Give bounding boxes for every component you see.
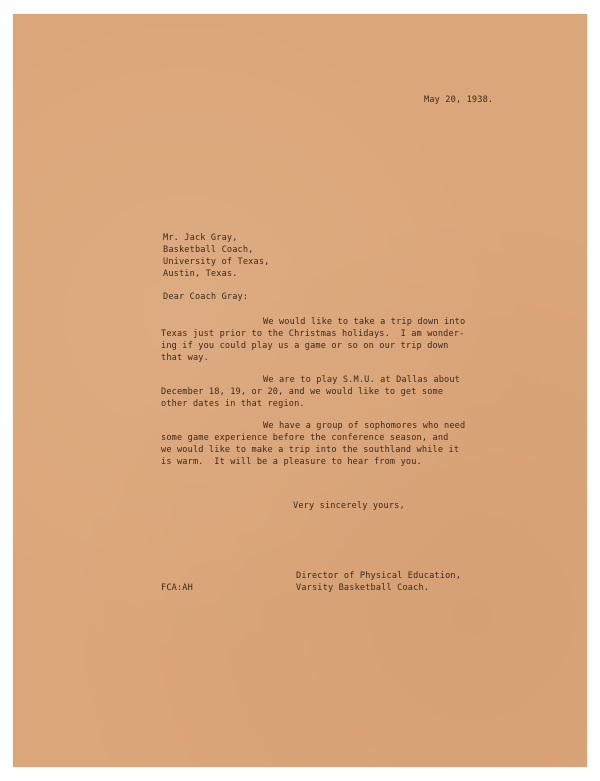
body-line: December 18, 19, or 20, and we would like to get some bbox=[161, 387, 444, 397]
recipient-city: Austin, Texas. bbox=[163, 269, 238, 279]
body-line: Texas just prior to the Christmas holidays. I am wonder- bbox=[161, 329, 465, 339]
letter-date: May 20, 1938. bbox=[424, 95, 494, 105]
body-line: We would like to take a trip down into bbox=[263, 317, 466, 327]
body-line: some game experience before the conference season, and bbox=[161, 433, 449, 443]
recipient-title: Basketball Coach, bbox=[163, 245, 254, 255]
signature-title-line: Varsity Basketball Coach. bbox=[296, 583, 430, 593]
salutation: Dear Coach Gray: bbox=[163, 292, 249, 302]
body-line: is warm. It will be a pleasure to hear from you. bbox=[161, 457, 422, 467]
recipient-institution: University of Texas, bbox=[163, 257, 270, 267]
signature-title-line: Director of Physical Education, bbox=[296, 571, 462, 581]
letter-page bbox=[13, 14, 587, 767]
body-line: we would like to make a trip into the southland while it bbox=[161, 445, 460, 455]
recipient-name: Mr. Jack Gray, bbox=[163, 233, 238, 243]
body-line: that way. bbox=[161, 353, 209, 363]
body-line: We are to play S.M.U. at Dallas about bbox=[263, 375, 460, 385]
body-line: We have a group of sophomores who need bbox=[263, 421, 466, 431]
reference-initials: FCA:AH bbox=[161, 583, 193, 593]
complimentary-close: Very sincerely yours, bbox=[293, 501, 405, 511]
body-line: ing if you could play us a game or so on our trip down bbox=[161, 341, 449, 351]
body-line: other dates in that region. bbox=[161, 399, 305, 409]
